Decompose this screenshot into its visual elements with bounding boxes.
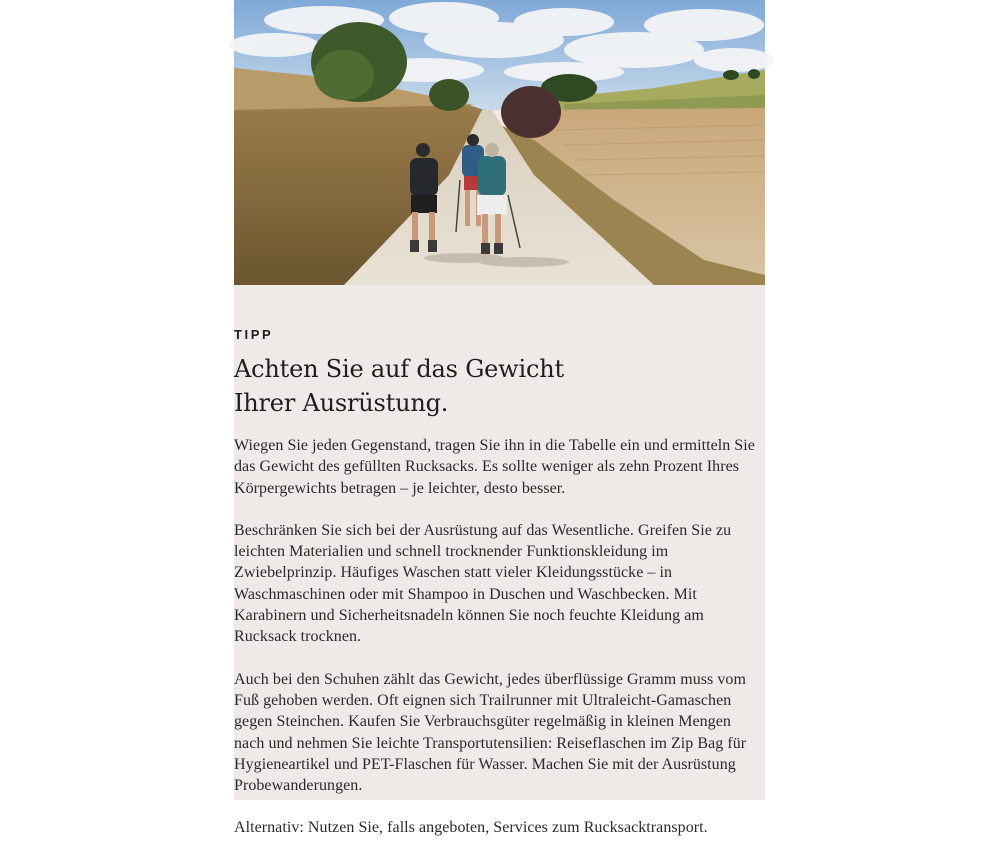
paragraph-shoes-weight: Auch bei den Schuhen zählt das Gewicht, jedes überflüssige Gramm muss vom Fuß gehoben werden. Oft eignen sich Trailrunner mit Ultraleicht-Gamaschen gegen Steinchen. Kaufen Sie Verbrauchsgüter regelmäßig in kleinen Mengen nach und nehmen Sie leichte Transportutensilien: Reiseflaschen im Zip Bag für Hygieneartikel und PET-Flaschen für Wasser. Machen Sie mit der Ausrüstung Probewanderungen. — [234, 670, 747, 795]
eyebrow-label: TIPP — [234, 327, 274, 342]
paragraph-essentials: Beschränken Sie sich bei der Ausrüstung auf das Wesentliche. Greifen Sie zu leichten Materialien und schnell trocknender Funktionskleidung im Zwiebelprinzip. Häufiges Waschen statt vieler Kleidungsstücke – in Waschmaschinen oder mit Shampoo in Duschen und Waschbecken. Mit Karabinern und Sicherheitsnadeln können Sie noch feuchte Kleidung am Rucksack trocknen. — [234, 521, 732, 646]
headline-line-1: Achten Sie auf das Gewicht — [234, 355, 564, 383]
article-card — [234, 0, 765, 837]
paragraph-weigh-items: Wiegen Sie jeden Gegenstand, tragen Sie ihn in die Tabelle ein und ermitteln Sie das Gewicht des gefüllten Rucksacks. Es sollte weniger als zehn Prozent Ihres Körpergewichts betragen – je leichter, desto besser. — [234, 437, 755, 497]
article-headline — [234, 352, 765, 420]
hero-image — [234, 0, 765, 285]
paragraph-alternative: Alternativ: Nutzen Sie, falls angeboten, Services zum Rucksacktransport. — [234, 819, 708, 837]
headline-line-2: Ihrer Ausrüstung. — [234, 389, 449, 417]
article-body — [234, 435, 765, 839]
article-content — [234, 327, 765, 860]
